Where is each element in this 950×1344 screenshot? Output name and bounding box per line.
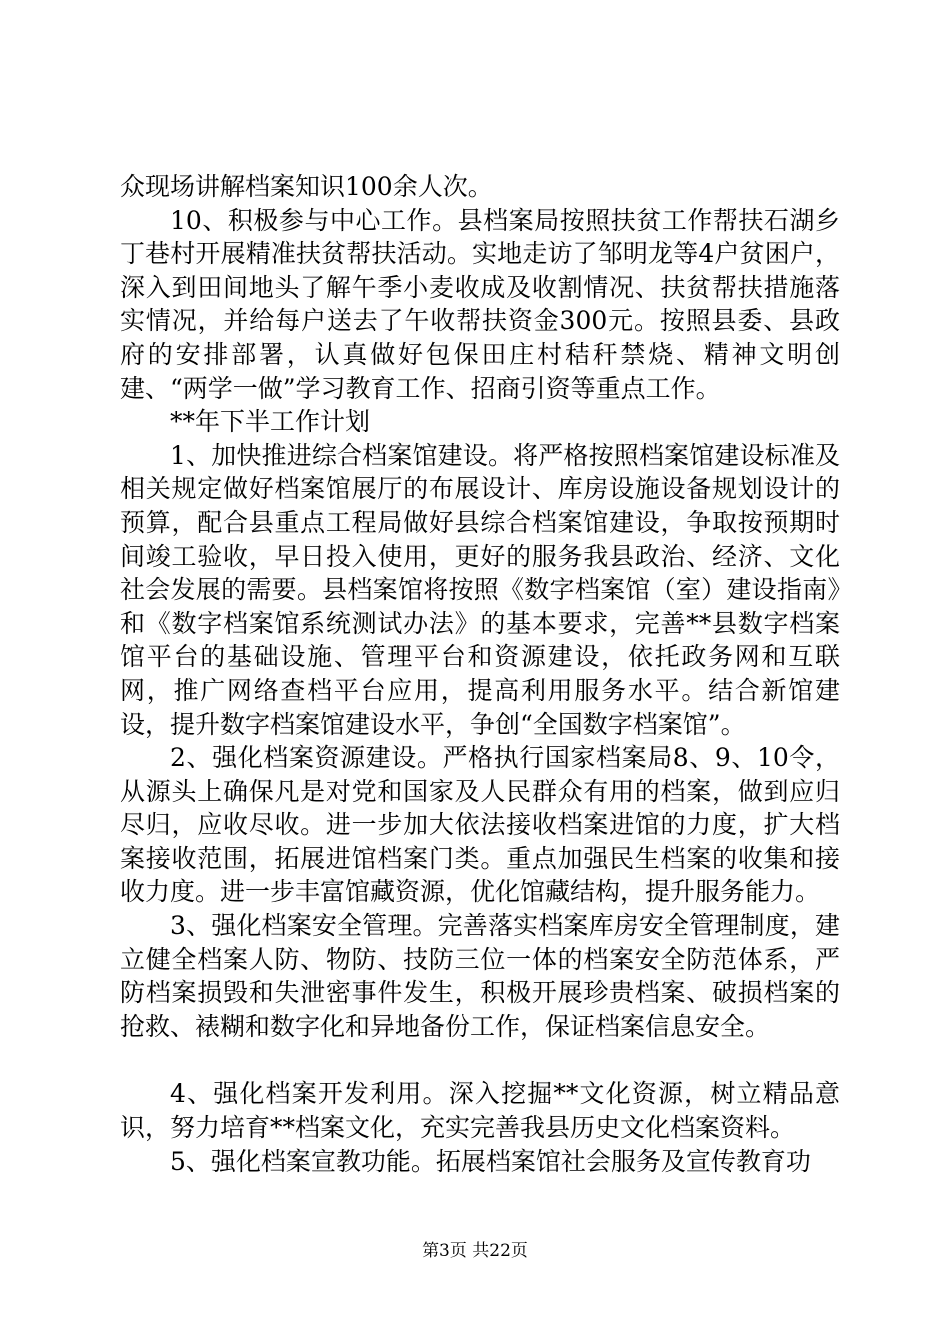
page-number-footer: 第3页 共22页 bbox=[422, 1241, 528, 1261]
paragraph-plan-4: 4、强化档案开发利用。深入挖掘**文化资源，树立精品意识，努力培育**档案文化，充实完善我县历史文化档案资料。 bbox=[120, 1079, 840, 1143]
document-body bbox=[120, 170, 840, 1178]
paragraph-plan-1: 1、加快推进综合档案馆建设。将严格按照档案馆建设标准及相关规定做好档案馆展厅的布展设计、库房设施设备规划设计的预算，配合县重点工程局做好县综合档案馆建设，争取按预期时间竣工验收，早日投入使用，更好的服务我县政治、经济、文化社会发展的需要。县档案馆将按照《数字档案馆（室）建设指南》和《数字档案馆系统测试办法》的基本要求，完善**县数字档案馆平台的基础设施、管理平台和资源建设，依托政务网和互联网，推广网络查档平台应用，提高利用服务水平。结合新馆建设，提升数字档案馆建设水平，争创“全国数字档案馆”。 bbox=[120, 440, 840, 739]
paragraph-item-10: 10、积极参与中心工作。县档案局按照扶贫工作帮扶石湖乡丁巷村开展精准扶贫帮扶活动。实地走访了邹明龙等4户贫困户，深入到田间地头了解午季小麦收成及收割情况、扶贫帮扶措施落实情况，并给每户送去了午收帮扶资金300元。按照县委、县政府的安排部署，认真做好包保田庄村秸秆禁烧、精神文明创建、“两学一做”学习教育工作、招商引资等重点工作。 bbox=[120, 205, 840, 403]
paragraph-plan-2: 2、强化档案资源建设。严格执行国家档案局8、9、10令，从源头上确保凡是对党和国家及人民群众有用的档案，做到应归尽归，应收尽收。进一步加大依法接收档案进馆的力度，扩大档案接收范围，拓展进馆档案门类。重点加强民生档案的收集和接收力度。进一步丰富馆藏资源，优化馆藏结构，提升服务能力。 bbox=[120, 743, 840, 907]
paragraph-continuation: 众现场讲解档案知识100余人次。 bbox=[120, 172, 493, 201]
paragraph-plan-5: 5、强化档案宣教功能。拓展档案馆社会服务及宣传教育功 bbox=[170, 1146, 811, 1176]
paragraph-spacer bbox=[120, 1043, 840, 1077]
section-heading-plan: **年下半工作计划 bbox=[170, 407, 371, 437]
paragraph-plan-3: 3、强化档案安全管理。完善落实档案库房安全管理制度，建立健全档案人防、物防、技防三位一体的档案安全防范体系，严防档案损毁和失泄密事件发生，积极开展珍贵档案、破损档案的抢救、裱糊和数字化和异地备份工作，保证档案信息安全。 bbox=[120, 911, 840, 1041]
